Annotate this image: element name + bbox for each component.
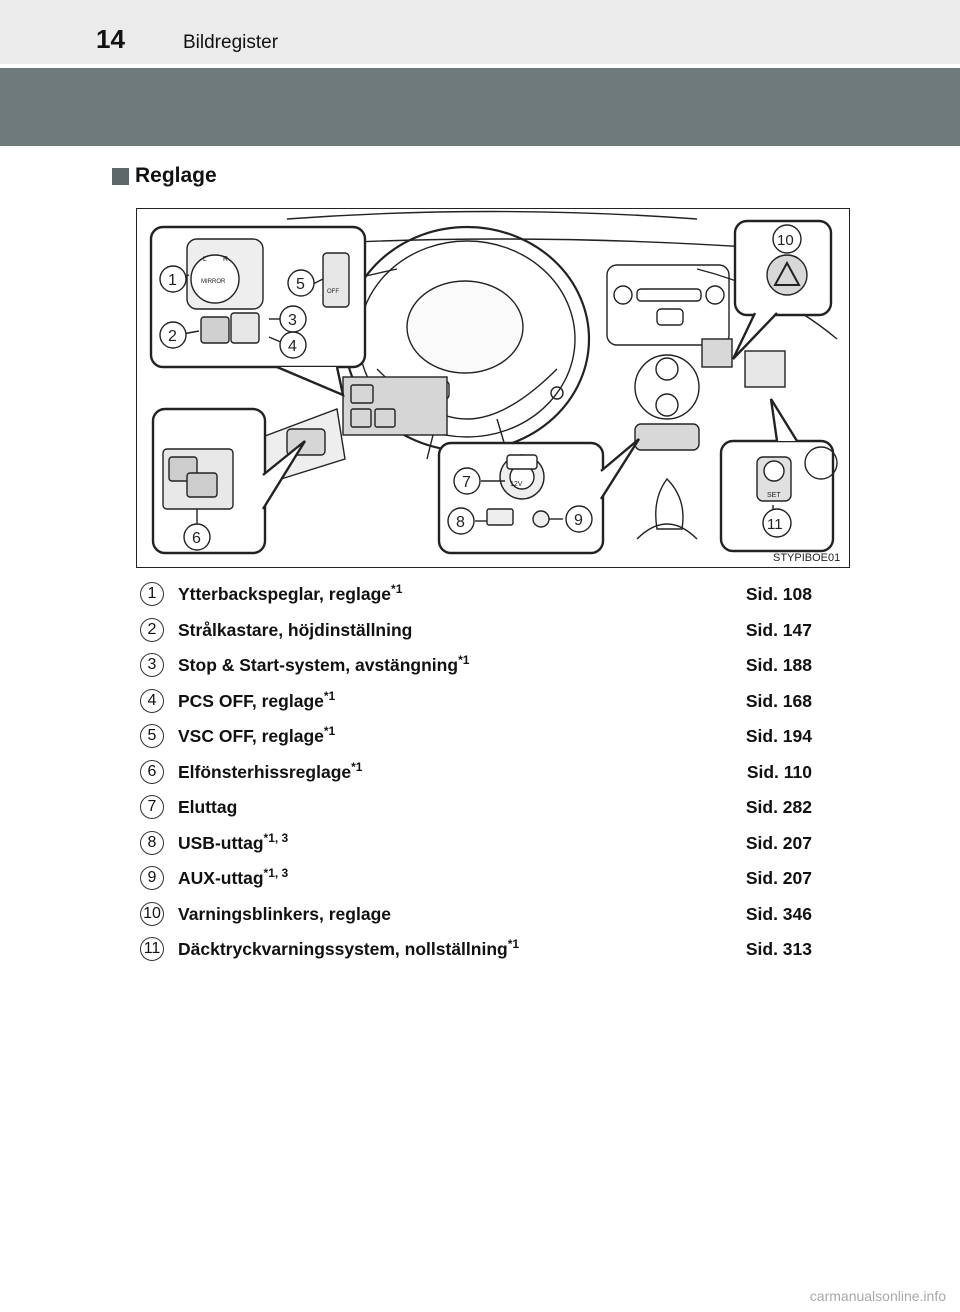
item-label: Strålkastare, höjdinställning — [178, 619, 413, 640]
item-number: 11 — [140, 937, 164, 961]
section-name: Bildregister — [183, 32, 279, 53]
callout-8 — [448, 508, 474, 534]
svg-text:3: 3 — [288, 312, 297, 329]
item-label: AUX-uttag$^{*1, 3}$ — [178, 866, 289, 888]
svg-text:6: 6 — [192, 530, 201, 547]
section-heading — [112, 164, 217, 188]
callout-2 — [160, 322, 186, 348]
dashboard-drawing — [137, 209, 849, 567]
inset-mirror-label: MIRROR — [201, 279, 226, 285]
inset-set-label: SET — [767, 492, 781, 499]
callout-9 — [566, 506, 592, 532]
svg-text:7: 7 — [462, 474, 471, 491]
item-number: 9 — [140, 866, 164, 890]
svg-text:5: 5 — [296, 276, 305, 293]
item-page-ref: Sid. 313 — [745, 939, 812, 959]
heading-square-icon — [112, 168, 129, 185]
item-number: 7 — [140, 795, 164, 819]
item-number: 6 — [140, 760, 164, 784]
heading-text: Reglage — [135, 164, 217, 187]
inset-off-label: OFF — [327, 289, 339, 295]
list-item — [140, 935, 812, 967]
item-label: Ytterbackspeglar, reglage$^{*1}$ — [178, 582, 403, 604]
callout-5 — [288, 270, 314, 296]
list-item — [140, 900, 812, 932]
item-page-ref: Sid. 207 — [745, 832, 812, 853]
item-page-ref: Sid. 168 — [745, 690, 812, 711]
page-number: 14 — [96, 24, 125, 54]
header-band — [0, 68, 960, 146]
item-page-ref: Sid. 346 — [745, 903, 812, 924]
page-header — [0, 0, 960, 64]
inset-l-label: L — [203, 256, 207, 263]
list-item — [140, 722, 812, 754]
item-number: 8 — [140, 831, 164, 855]
item-label: Däcktryckvarningssystem, nollställning$^{*1}$ — [178, 937, 520, 959]
item-page-ref: Sid. 194 — [745, 726, 812, 746]
item-number: 1 — [140, 582, 164, 606]
list-item — [140, 829, 812, 861]
item-number: 10 — [140, 902, 164, 926]
svg-text:4: 4 — [288, 338, 297, 355]
svg-text:9: 9 — [574, 512, 583, 529]
list-item — [140, 793, 812, 825]
item-label: USB-uttag$^{*1, 3}$ — [178, 830, 289, 853]
watermark: carmanualsonline.info — [809, 1288, 946, 1304]
list-item — [140, 758, 812, 790]
callout-1 — [160, 266, 186, 292]
item-page-ref: Sid. 207 — [745, 868, 812, 888]
svg-text:10: 10 — [777, 232, 794, 249]
item-label: PCS OFF, reglage$^{*1}$ — [178, 688, 336, 711]
item-label: Elfönsterhissreglage$^{*1}$ — [178, 759, 363, 782]
item-number: 5 — [140, 724, 164, 748]
item-label: VSC OFF, reglage$^{*1}$ — [178, 724, 336, 746]
callout-6 — [184, 524, 210, 550]
list-item — [140, 864, 812, 896]
callout-10 — [773, 225, 801, 253]
illustration-code: STYPIBOE01 — [773, 552, 841, 564]
item-label: Stop & Start-system, avstängning$^{*1}$ — [178, 653, 470, 675]
list-item — [140, 651, 812, 683]
dashboard-illustration — [136, 208, 850, 568]
item-label: Eluttag — [178, 797, 238, 817]
inset-12v-label: 12V — [510, 481, 523, 488]
svg-text:11: 11 — [767, 516, 783, 533]
item-page-ref: Sid. 147 — [745, 619, 812, 640]
list-item — [140, 616, 812, 648]
item-number: 3 — [140, 653, 164, 677]
callout-7 — [454, 468, 480, 494]
item-page-ref: Sid. 282 — [745, 797, 812, 817]
svg-text:8: 8 — [456, 514, 465, 531]
callout-4 — [280, 332, 306, 358]
svg-text:2: 2 — [168, 328, 177, 345]
callout-3 — [280, 306, 306, 332]
item-label: Varningsblinkers, reglage — [178, 903, 391, 924]
svg-text:1: 1 — [168, 272, 177, 289]
list-item — [140, 580, 812, 612]
item-number: 2 — [140, 618, 164, 642]
item-page-ref: Sid. 108 — [745, 584, 812, 604]
item-page-ref: Sid. 110 — [746, 761, 812, 782]
item-page-ref: Sid. 188 — [745, 655, 812, 675]
callout-11 — [763, 509, 791, 537]
item-number: 4 — [140, 689, 164, 713]
inset-r-label: R — [223, 256, 229, 263]
list-item — [140, 687, 812, 719]
